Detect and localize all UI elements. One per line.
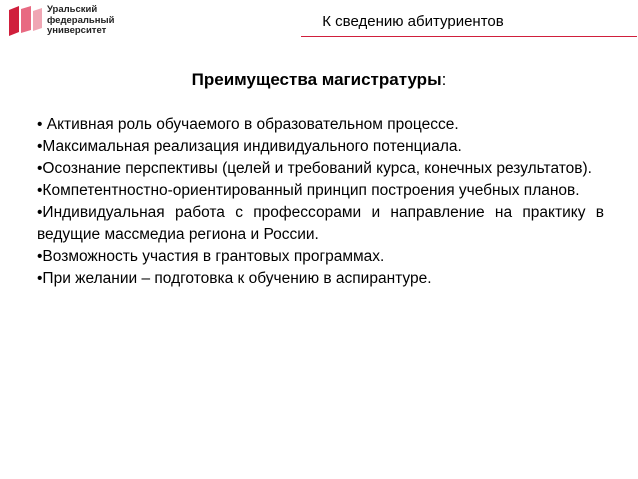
slide-title-text: Преимущества магистратуры	[191, 70, 442, 89]
list-item: •Максимальная реализация индивидуального потенциала.	[37, 138, 462, 155]
university-logo	[9, 4, 149, 38]
slide-title-colon: :	[441, 70, 447, 89]
logo-line-1: Уральский	[47, 4, 98, 15]
slide-title	[0, 69, 638, 91]
header-divider	[301, 36, 637, 37]
list-item: •Индивидуальная работа с профессорами и направление на практику в ведущие массмедиа региона и России.	[37, 204, 604, 243]
list-item: •При желании – подготовка к обучению в аспирантуре.	[37, 270, 432, 287]
list-item: • Активная роль обучаемого в образовательном процессе.	[37, 116, 459, 133]
header-title: К сведению абитуриентов	[322, 13, 504, 30]
list-item: •Возможность участия в грантовых программах.	[37, 248, 385, 265]
advantages-list	[37, 114, 604, 290]
logo-text	[47, 5, 114, 37]
list-item: •Компетентностно-ориентированный принцип построения учебных планов.	[37, 182, 580, 199]
logo-line-2: федеральный	[47, 14, 115, 26]
university-emblem-icon	[9, 6, 43, 36]
list-item: •Осознание перспективы (целей и требований курса, конечных результатов).	[37, 160, 592, 177]
logo-line-3: университет	[47, 25, 107, 36]
